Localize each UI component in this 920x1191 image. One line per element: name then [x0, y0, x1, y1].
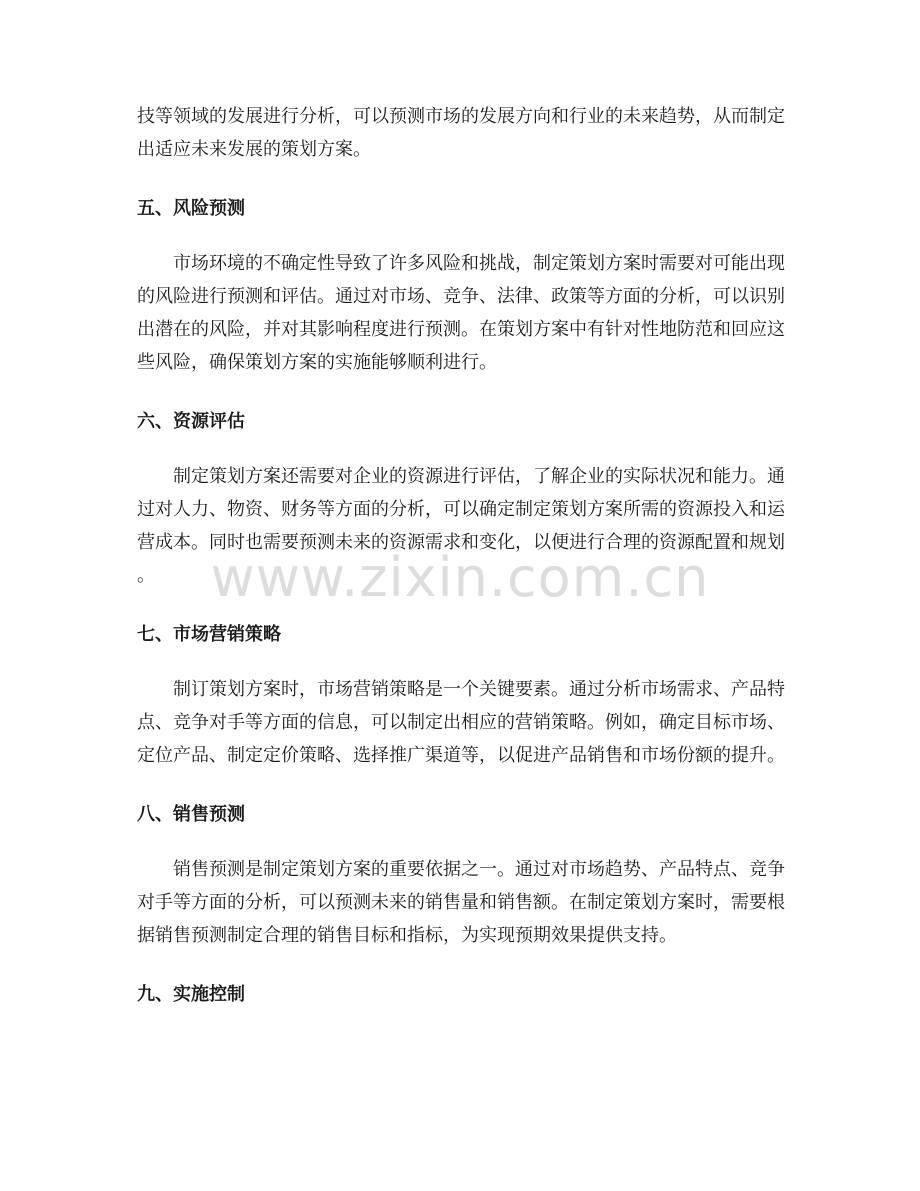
paragraph-line: 据销售预测制定合理的销售目标和指标，为实现预期效果提供支持。: [137, 925, 677, 946]
paragraph-line: 制订策划方案时，市场营销策略是一个关键要素。通过分析市场需求、产品特: [137, 679, 785, 700]
section-heading-5: 五、风险预测: [137, 198, 245, 219]
watermark: www.zixin.com.cn: [210, 546, 710, 609]
intro-paragraph: [137, 100, 787, 166]
paragraph-line: 点、竞争对手等方面的信息，可以制定出相应的营销策略。例如，确定目标市场、: [137, 712, 785, 733]
paragraph-line: 。: [137, 565, 155, 586]
paragraph-line: 技等领域的发展进行分析，可以预测市场的发展方向和行业的未来趋势，从而制定: [137, 106, 785, 127]
paragraph-line: 些风险，确保策划方案的实施能够顺利进行。: [137, 352, 497, 373]
paragraph-line: 定位产品、制定定价策略、选择推广渠道等，以促进产品销售和市场份额的提升。: [137, 745, 785, 766]
paragraph-line: 过对人力、物资、财务等方面的分析，可以确定制定策划方案所需的资源投入和运: [137, 499, 785, 520]
section-heading-6: 六、资源评估: [137, 411, 245, 432]
paragraph-line: 的风险进行预测和评估。通过对市场、竞争、法律、政策等方面的分析，可以识别: [137, 286, 785, 307]
paragraph-line: 营成本。同时也需要预测未来的资源需求和变化，以便进行合理的资源配置和规划: [137, 532, 785, 553]
section-heading-8: 八、销售预测: [137, 804, 245, 825]
paragraph-line: 对手等方面的分析，可以预测未来的销售量和销售额。在制定策划方案时，需要根: [137, 892, 785, 913]
section-7-paragraph: [137, 673, 787, 772]
section-8-paragraph: [137, 853, 787, 952]
section-heading-7: 七、市场营销策略: [137, 624, 281, 645]
paragraph-line: 出适应未来发展的策划方案。: [137, 139, 371, 160]
paragraph-line: 制定策划方案还需要对企业的资源进行评估，了解企业的实际状况和能力。通: [137, 466, 785, 487]
paragraph-line: 市场环境的不确定性导致了许多风险和挑战，制定策划方案时需要对可能出现: [137, 253, 785, 274]
paragraph-line: 出潜在的风险，并对其影响程度进行预测。在策划方案中有针对性地防范和回应这: [137, 319, 785, 340]
section-5-paragraph: [137, 247, 787, 379]
document-page: [137, 100, 787, 1011]
section-heading-9: 九、实施控制: [137, 984, 245, 1005]
paragraph-line: 销售预测是制定策划方案的重要依据之一。通过对市场趋势、产品特点、竞争: [137, 859, 785, 880]
section-6-paragraph: [137, 460, 787, 592]
